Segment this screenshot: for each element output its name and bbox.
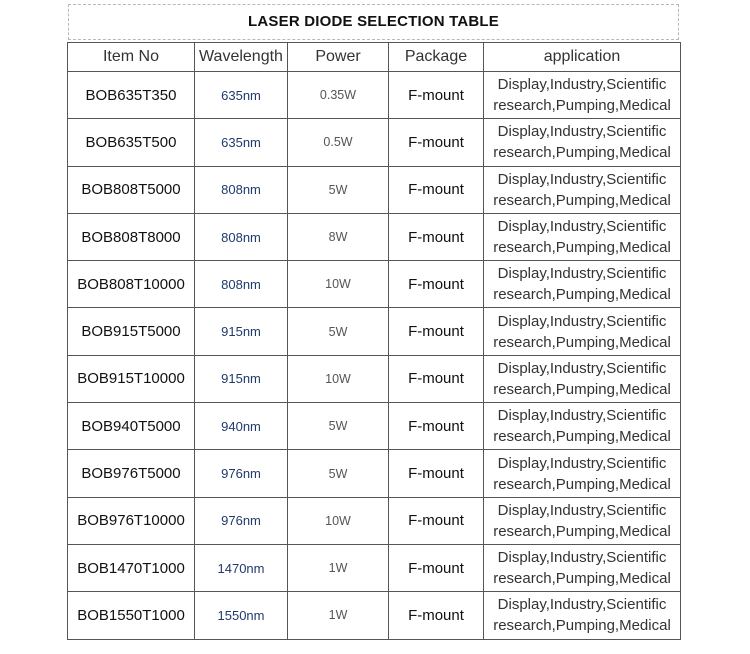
application-line-1: Display,Industry,Scientific — [497, 265, 667, 283]
application-line-1: Display,Industry,Scientific — [497, 596, 667, 614]
cell-item-no: BOB976T10000 — [68, 497, 195, 544]
cell-item-no: BOB915T10000 — [68, 355, 195, 402]
header-wavelength: Wavelength — [195, 43, 288, 72]
application-line-1: Display,Industry,Scientific — [497, 123, 667, 141]
cell-package: F-mount — [389, 355, 484, 402]
application-line-1: Display,Industry,Scientific — [497, 359, 667, 377]
header-row — [68, 43, 681, 72]
cell-power: 0.35W — [288, 72, 389, 119]
table-row — [68, 261, 681, 308]
table-row — [68, 72, 681, 119]
cell-wavelength: 808nm — [195, 213, 288, 260]
application-line-2: research,Pumping,Medical — [493, 522, 671, 540]
application-line-2: research,Pumping,Medical — [493, 570, 671, 588]
cell-application — [484, 166, 681, 213]
cell-power: 5W — [288, 308, 389, 355]
cell-package: F-mount — [389, 119, 484, 166]
cell-wavelength: 915nm — [195, 355, 288, 402]
cell-application — [484, 261, 681, 308]
application-line-2: research,Pumping,Medical — [493, 475, 671, 493]
cell-power: 10W — [288, 355, 389, 402]
cell-wavelength: 940nm — [195, 403, 288, 450]
cell-package: F-mount — [389, 592, 484, 639]
cell-power: 5W — [288, 450, 389, 497]
application-line-1: Display,Industry,Scientific — [497, 76, 667, 94]
application-line-2: research,Pumping,Medical — [493, 380, 671, 398]
cell-power: 10W — [288, 261, 389, 308]
cell-power: 1W — [288, 592, 389, 639]
cell-item-no: BOB635T500 — [68, 119, 195, 166]
table-body — [68, 72, 681, 640]
cell-power: 1W — [288, 544, 389, 591]
cell-wavelength: 808nm — [195, 166, 288, 213]
cell-package: F-mount — [389, 497, 484, 544]
application-line-2: research,Pumping,Medical — [493, 428, 671, 446]
cell-item-no: BOB940T5000 — [68, 403, 195, 450]
cell-wavelength: 976nm — [195, 497, 288, 544]
cell-application — [484, 592, 681, 639]
table-row — [68, 308, 681, 355]
cell-application — [484, 308, 681, 355]
cell-item-no: BOB1470T1000 — [68, 544, 195, 591]
application-line-2: research,Pumping,Medical — [493, 239, 671, 257]
cell-application — [484, 119, 681, 166]
application-line-2: research,Pumping,Medical — [493, 617, 671, 635]
cell-application — [484, 213, 681, 260]
header-item-no: Item No — [68, 43, 195, 72]
cell-wavelength: 635nm — [195, 119, 288, 166]
cell-item-no: BOB976T5000 — [68, 450, 195, 497]
cell-item-no: BOB1550T1000 — [68, 592, 195, 639]
cell-item-no: BOB635T350 — [68, 72, 195, 119]
cell-power: 8W — [288, 213, 389, 260]
cell-package: F-mount — [389, 544, 484, 591]
application-line-1: Display,Industry,Scientific — [497, 407, 667, 425]
table-row — [68, 213, 681, 260]
cell-application — [484, 497, 681, 544]
application-line-1: Display,Industry,Scientific — [497, 170, 667, 188]
laser-diode-selection-table — [67, 42, 681, 640]
cell-item-no: BOB808T8000 — [68, 213, 195, 260]
cell-power: 5W — [288, 166, 389, 213]
cell-wavelength: 976nm — [195, 450, 288, 497]
cell-application — [484, 403, 681, 450]
cell-wavelength: 808nm — [195, 261, 288, 308]
application-line-2: research,Pumping,Medical — [493, 191, 671, 209]
application-line-1: Display,Industry,Scientific — [497, 454, 667, 472]
table-row — [68, 592, 681, 639]
application-line-2: research,Pumping,Medical — [493, 144, 671, 162]
cell-application — [484, 355, 681, 402]
cell-package: F-mount — [389, 72, 484, 119]
cell-item-no: BOB915T5000 — [68, 308, 195, 355]
cell-package: F-mount — [389, 261, 484, 308]
cell-package: F-mount — [389, 213, 484, 260]
table-row — [68, 355, 681, 402]
table-row — [68, 544, 681, 591]
table-row — [68, 166, 681, 213]
application-line-1: Display,Industry,Scientific — [497, 501, 667, 519]
cell-power: 5W — [288, 403, 389, 450]
cell-package: F-mount — [389, 166, 484, 213]
table-row — [68, 403, 681, 450]
application-line-1: Display,Industry,Scientific — [497, 312, 667, 330]
header-power: Power — [288, 43, 389, 72]
table-row — [68, 119, 681, 166]
application-line-2: research,Pumping,Medical — [493, 333, 671, 351]
application-line-2: research,Pumping,Medical — [493, 97, 671, 115]
cell-wavelength: 915nm — [195, 308, 288, 355]
application-line-1: Display,Industry,Scientific — [497, 218, 667, 236]
cell-item-no: BOB808T10000 — [68, 261, 195, 308]
cell-wavelength: 635nm — [195, 72, 288, 119]
cell-wavelength: 1550nm — [195, 592, 288, 639]
application-line-2: research,Pumping,Medical — [493, 286, 671, 304]
cell-package: F-mount — [389, 308, 484, 355]
table-title: LASER DIODE SELECTION TABLE — [68, 4, 679, 40]
header-package: Package — [389, 43, 484, 72]
cell-power: 10W — [288, 497, 389, 544]
cell-application — [484, 72, 681, 119]
table-row — [68, 450, 681, 497]
application-line-1: Display,Industry,Scientific — [497, 549, 667, 567]
cell-item-no: BOB808T5000 — [68, 166, 195, 213]
cell-package: F-mount — [389, 403, 484, 450]
cell-application — [484, 450, 681, 497]
cell-wavelength: 1470nm — [195, 544, 288, 591]
table-row — [68, 497, 681, 544]
table-header — [68, 43, 681, 72]
cell-package: F-mount — [389, 450, 484, 497]
header-application: application — [484, 43, 681, 72]
cell-application — [484, 544, 681, 591]
cell-power: 0.5W — [288, 119, 389, 166]
